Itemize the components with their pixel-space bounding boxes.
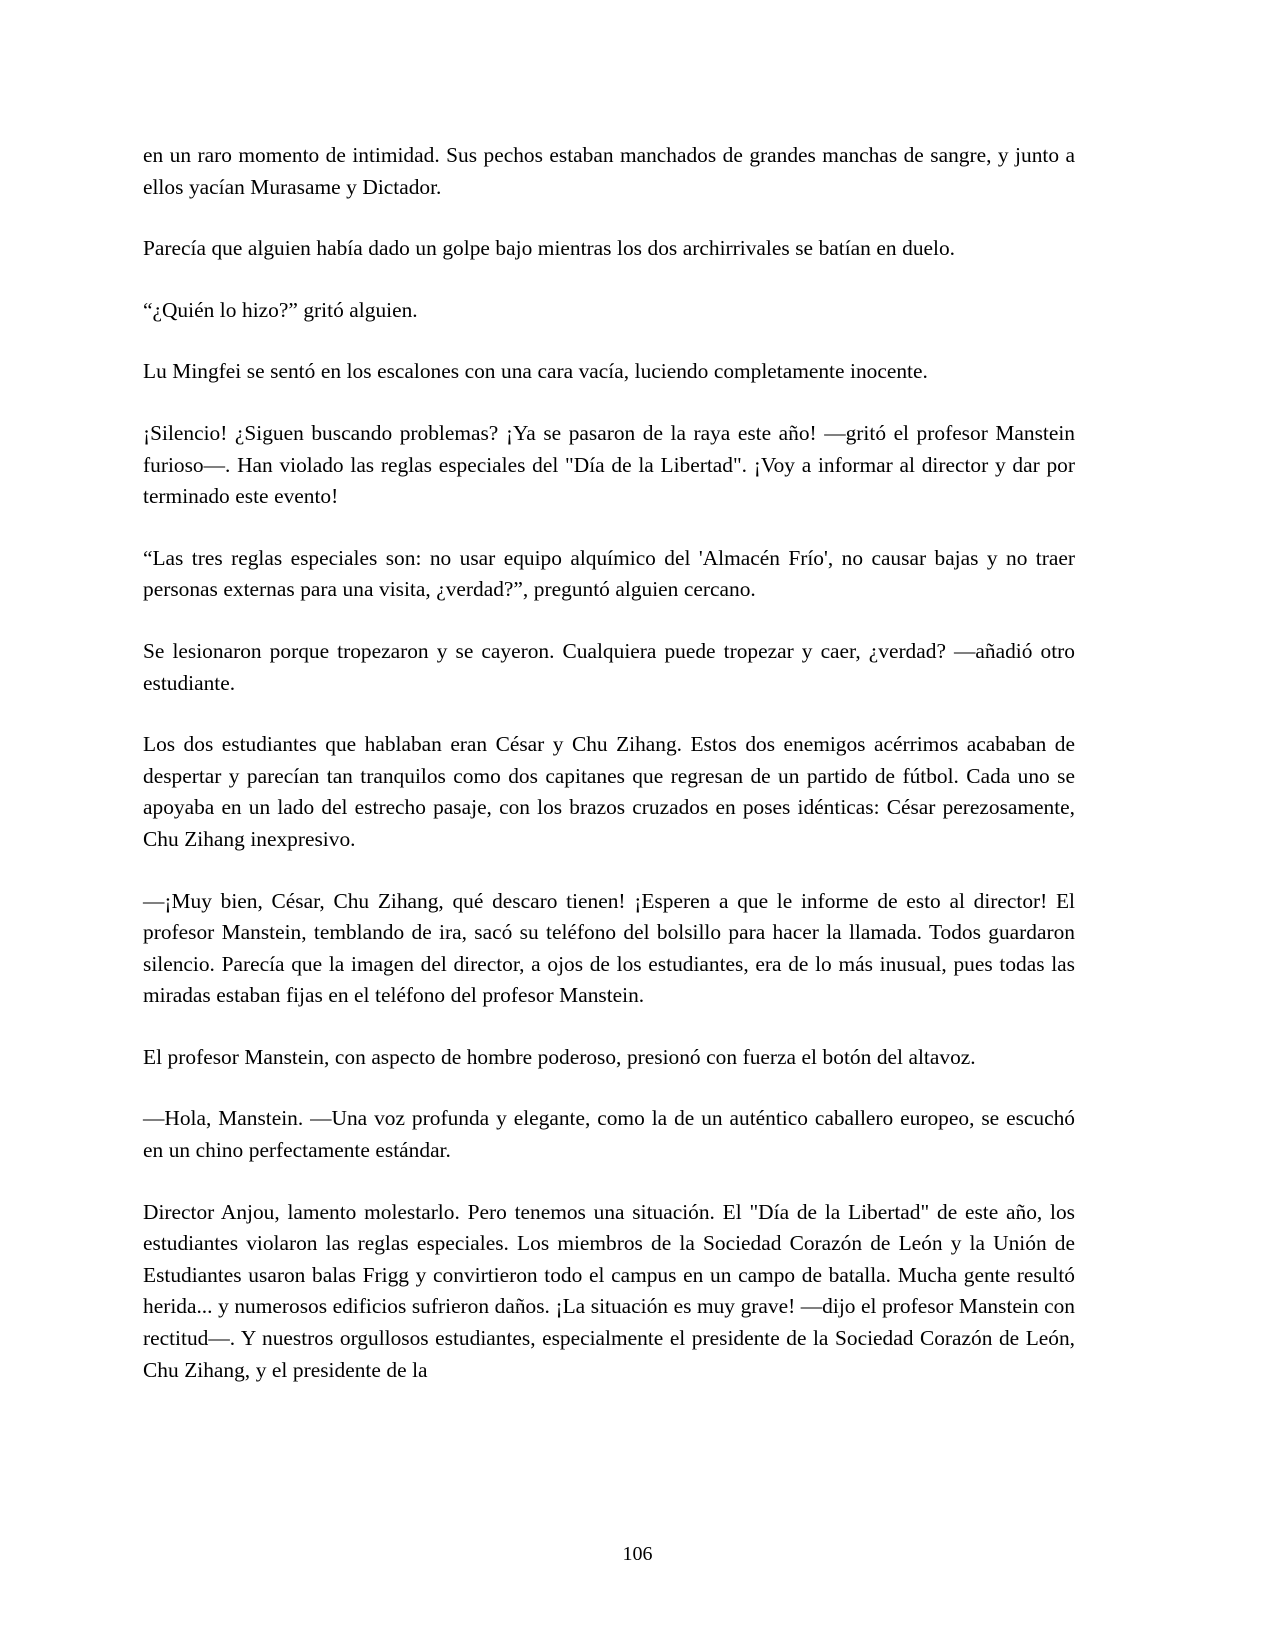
paragraph: El profesor Manstein, con aspecto de hombre poderoso, presionó con fuerza el botón del altavoz. xyxy=(143,1044,976,1069)
paragraph: “¿Quién lo hizo?” gritó alguien. xyxy=(143,297,418,322)
paragraph: “Las tres reglas especiales son: no usar equipo alquímico del 'Almacén Frío', no causar bajas y no traer personas externas para una visita, ¿verdad?”, preguntó alguien cercano. xyxy=(143,545,1075,602)
paragraph: —¡Muy bien, César, Chu Zihang, qué descaro tienen! ¡Esperen a que le informe de esto al director! El profesor Manstein, temblando de ira, sacó su teléfono del bolsillo para hacer la llamada. Todos guardaron silencio. Parecía que la imagen del director, a ojos de los estudiantes, era de lo más inusual, pues todas las miradas estaban fijas en el teléfono del profesor Manstein. xyxy=(143,888,1075,1008)
body-text-column xyxy=(143,140,1075,1386)
paragraph: ¡Silencio! ¿Siguen buscando problemas? ¡Ya se pasaron de la raya este año! —gritó el profesor Manstein furioso—. Han violado las reglas especiales del "Día de la Libertad". ¡Voy a informar al director y dar por terminado este evento! xyxy=(143,420,1075,509)
page-number: 106 xyxy=(622,1543,653,1565)
paragraph: en un raro momento de intimidad. Sus pechos estaban manchados de grandes manchas de sangre, y junto a ellos yacían Murasame y Dictador. xyxy=(143,143,1075,199)
paragraph: —Hola, Manstein. —Una voz profunda y elegante, como la de un auténtico caballero europeo, se escuchó en un chino perfectamente estándar. xyxy=(143,1106,1075,1163)
paragraph: Parecía que alguien había dado un golpe bajo mientras los dos archirrivales se batían en duelo. xyxy=(143,236,956,261)
paragraph: Lu Mingfei se sentó en los escalones con una cara vacía, luciendo completamente inocente. xyxy=(143,359,928,384)
paragraph: Los dos estudiantes que hablaban eran César y Chu Zihang. Estos dos enemigos acérrimos acababan de despertar y parecían tan tranquilos como dos capitanes que regresan de un partido de fútbol. Cada uno se apoyaba en un lado del estrecho pasaje, con los brazos cruzados en poses idénticas: César perezosamente, Chu Zihang inexpresivo. xyxy=(143,732,1075,851)
paragraph: Se lesionaron porque tropezaron y se cayeron. Cualquiera puede tropezar y caer, ¿verdad? —añadió otro estudiante. xyxy=(143,638,1075,695)
paragraph: Director Anjou, lamento molestarlo. Pero tenemos una situación. El "Día de la Libertad" de este año, los estudiantes violaron las reglas especiales. Los miembros de la Sociedad Corazón de León y la Unión de Estudiantes usaron balas Frigg y convirtieron todo el campus en un campo de batalla. Mucha gente resultó herida... y numerosos edificios sufrieron daños. ¡La situación es muy grave! —dijo el profesor Manstein con rectitud—. Y nuestros orgullosos estudiantes, especialmente el presidente de la Sociedad Corazón de León, Chu Zihang, y el presidente de la xyxy=(143,1199,1075,1382)
